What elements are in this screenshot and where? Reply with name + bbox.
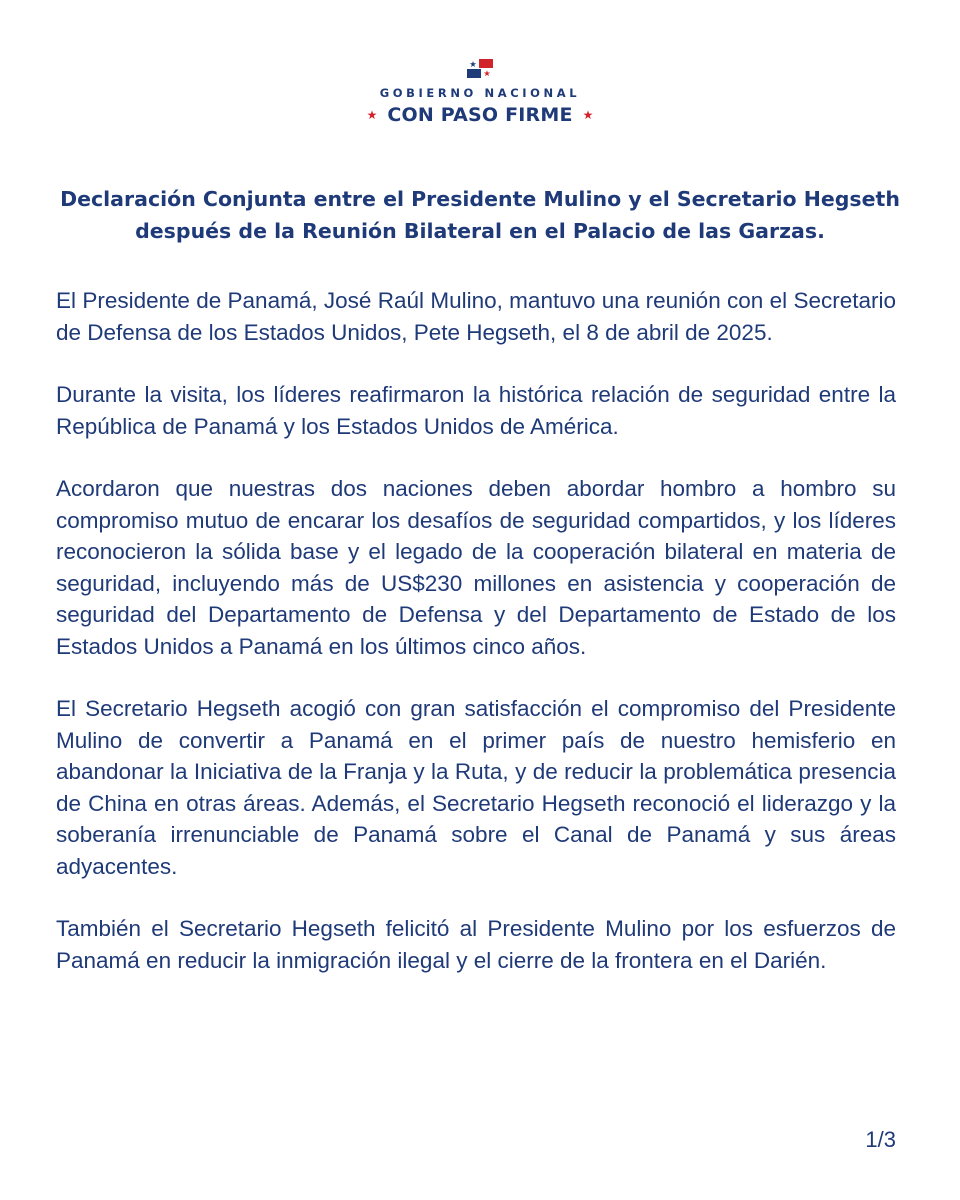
page-number: 1/3 xyxy=(865,1127,896,1152)
paragraph-5: También el Secretario Hegseth felicitó al Presidente Mulino por los esfuerzos de Panamá en reducir la inmigración ilegal y el cierre de la frontera en el Darién. xyxy=(56,916,896,973)
paragraph-4: El Secretario Hegseth acogió con gran satisfacción el compromiso del Presidente Mulino de convertir a Panamá en el primer país de nuestro hemisferio en abandonar la Iniciativa de la Franja y la Ruta, y de reducir la problemática presencia de China en otras áreas. Además, el Secretario Hegseth reconoció el liderazgo y la soberanía irrenunciable de Panamá sobre el Canal de Panamá y sus áreas adyacentes. xyxy=(56,696,896,879)
star-right-icon: ★ xyxy=(582,108,594,122)
paragraph-2: Durante la visita, los líderes reafirmaron la histórica relación de seguridad entre la República de Panamá y los Estados Unidos de América. xyxy=(56,382,896,439)
document-body xyxy=(56,285,896,1007)
government-label: GOBIERNO NACIONAL xyxy=(379,86,581,100)
star-left-icon: ★ xyxy=(366,108,378,122)
document-title: Declaración Conjunta entre el Presidente Mulino y el Secretario Hegseth después de la Reunión Bilateral en el Palacio de las Garzas. xyxy=(60,187,900,243)
paragraph-1: El Presidente de Panamá, José Raúl Mulino, mantuvo una reunión con el Secretario de Defensa de los Estados Unidos, Pete Hegseth, el 8 de abril de 2025. xyxy=(56,288,896,345)
header xyxy=(0,58,960,126)
motto: CON PASO FIRME xyxy=(387,104,573,126)
motto-row xyxy=(0,104,960,126)
panama-flag-icon xyxy=(465,58,495,80)
paragraph-3: Acordaron que nuestras dos naciones deben abordar hombro a hombro su compromiso mutuo de encarar los desafíos de seguridad compartidos, y los líderes reconocieron la sólida base y el legado de la cooperación bilateral en materia de seguridad, incluyendo más de US$230 millones en asistencia y cooperación de seguridad del Departamento de Defensa y del Departamento de Estado de los Estados Unidos a Panamá en los últimos cinco años. xyxy=(56,476,896,659)
